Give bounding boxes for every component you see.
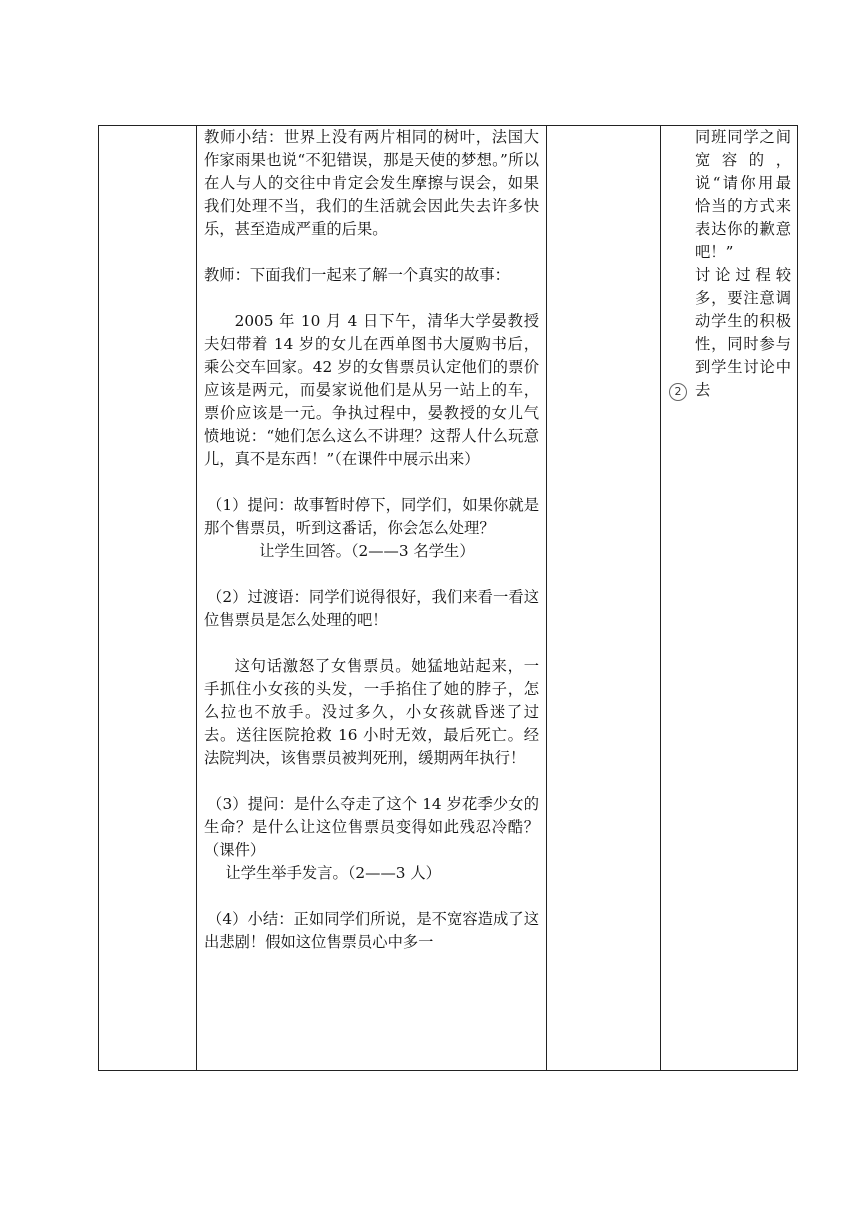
student-answer-1: 让学生回答。（2——3 名学生） (259, 542, 475, 560)
story-paragraph-1: 2005 年 10 月 4 日下午，清华大学晏教授夫妇带着 14 岁的女儿在西单图书大厦购书后，乘公交车回家。42 岁的女售票员认定他们的票价应该是两元，而晏家说他们是从另一站上的车，票价应该是一元。争执过程中，晏教授的女儿气愤地说：“她们怎么这么不讲理？这帮人什么玩意儿，真不是东西！”（在课件中展示出来） (204, 312, 539, 468)
teaching-process-cell (197, 126, 547, 1071)
student-answer-3: 让学生举手发言。（2——3 人） (225, 864, 441, 882)
summary-4: （4）小结：正如同学们所说，是不宽容造成了这出悲剧！假如这位售票员心中多一 (204, 910, 539, 951)
teacher-summary: 教师小结：世界上没有两片相同的树叶，法国大作家雨果也说“不犯错误，那是天使的梦想。”所以在人与人的交往中肯定会发生摩擦与误会，如果我们处理不当，我们的生活就会因此失去许多快乐，甚至造成严重的后果。 (204, 128, 539, 238)
note-part-2: 讨论过程较多，要注意调动学生的积极性，同时参与到学生讨论中去 (695, 266, 791, 399)
design-notes-text (695, 126, 791, 402)
story-paragraph-2: 这句话激怒了女售票员。她猛地站起来，一手抓住小女孩的头发，一手掐住了她的脖子，怎么拉也不放手。没过多久，小女孩就昏迷了过去。送往医院抢救 16 小时无效，最后死亡。经法院判决，该售票员被判死刑，缓期两年执行！ (204, 657, 539, 767)
note-part-1: 同班同学之间宽容的，说“请你用最恰当的方式来表达你的歉意吧！” (695, 128, 791, 261)
transition-2: （2）过渡语：同学们说得很好，我们来看一看这位售票员是怎么处理的吧！ (204, 588, 539, 629)
question-1: （1）提问：故事暂时停下，同学们，如果你就是那个售票员，听到这番话，你会怎么处理？ (204, 496, 539, 537)
question-3: （3）提问：是什么夺走了这个 14 岁花季少女的生命？是什么让这位售票员变得如此残忍冷酷？（课件） (204, 795, 539, 859)
circled-number-marker: 2 (669, 383, 687, 401)
empty-left-cell (99, 126, 197, 1071)
teaching-process-text (204, 126, 539, 954)
lesson-plan-table (98, 125, 798, 1071)
design-notes-cell (661, 126, 798, 1071)
table-row (99, 126, 798, 1071)
empty-activity-cell (547, 126, 661, 1071)
teacher-intro: 教师：下面我们一起来了解一个真实的故事： (204, 266, 510, 284)
